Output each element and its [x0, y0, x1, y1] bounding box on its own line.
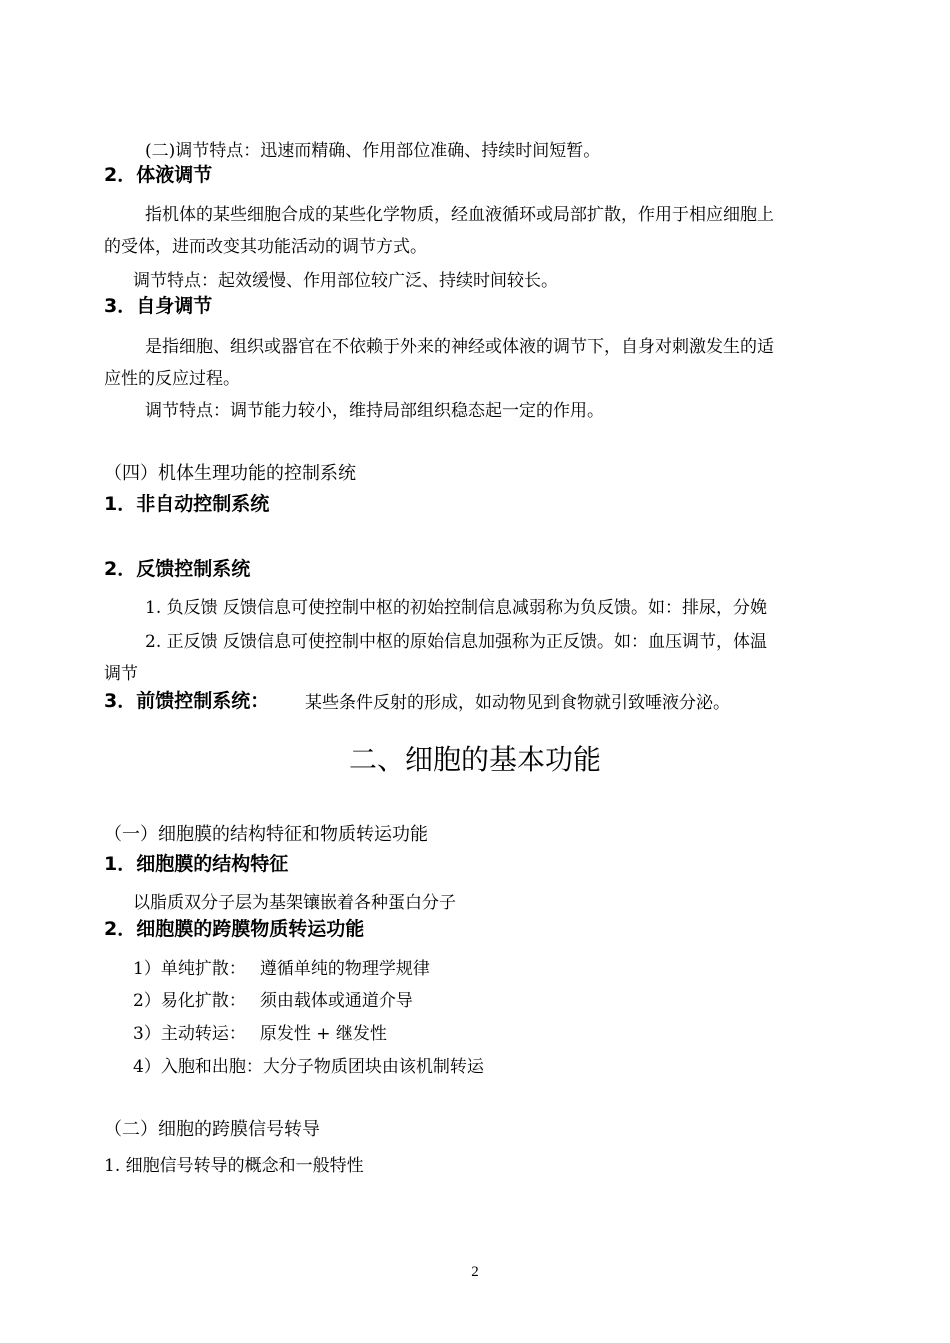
autoregulation-features: 调节特点：调节能力较小，维持局部组织稳态起一定的作用。 — [145, 401, 604, 421]
feedforward-description: 某些条件反射的形成，如动物见到食物就引致唾液分泌。 — [305, 693, 730, 713]
transport-item-4: 4）入胞和出胞：大分子物质团块由该机制转运 — [133, 1057, 484, 1077]
transport-item-1-label: 1）单纯扩散： — [133, 959, 246, 979]
autoregulation-definition-line1: 是指细胞、组织或器官在不依赖于外来的神经或体液的调节下，自身对刺激发生的适 — [145, 337, 774, 357]
heading-feedback-control: 2．反馈控制系统 — [104, 558, 251, 580]
membrane-structure-text: 以脂质双分子层为基架镶嵌着各种蛋白分子 — [133, 893, 456, 913]
heading-humoral-regulation: 2．体液调节 — [104, 164, 213, 186]
transport-item-1 — [133, 958, 430, 980]
transport-item-3 — [133, 1023, 387, 1045]
transport-item-2 — [133, 990, 413, 1012]
heading-feedforward-control: 3．前馈控制系统： — [104, 690, 270, 712]
page-number: 2 — [471, 1264, 479, 1280]
section-signal-transduction: （二）细胞的跨膜信号转导 — [104, 1119, 320, 1140]
negative-feedback: 1. 负反馈 反馈信息可使控制中枢的初始控制信息减弱称为负反馈。如：排尿，分娩 — [145, 598, 768, 618]
humoral-definition-line1: 指机体的某些细胞合成的某些化学物质，经血液循环或局部扩散，作用于相应细胞上 — [145, 205, 774, 225]
heading-autoregulation: 3．自身调节 — [104, 295, 213, 317]
humoral-features: 调节特点：起效缓慢、作用部位较广泛、持续时间较长。 — [133, 271, 558, 291]
transport-item-3-text: 原发性 + 继发性 — [259, 1024, 387, 1044]
transport-item-1-text: 遵循单纯的物理学规律 — [259, 959, 430, 979]
neural-regulation-features: (二)调节特点：迅速而精确、作用部位准确、持续时间短暂。 — [145, 141, 601, 161]
positive-feedback-line2: 调节 — [104, 664, 138, 684]
autoregulation-definition-line2: 应性的反应过程。 — [104, 369, 240, 389]
humoral-definition-line2: 的受体，进而改变其功能活动的调节方式。 — [104, 237, 427, 257]
transport-item-2-text: 须由载体或通道介导 — [259, 991, 413, 1011]
heading-membrane-structure: 1．细胞膜的结构特征 — [104, 853, 289, 875]
transport-item-2-label: 2）易化扩散： — [133, 991, 246, 1011]
signal-transduction-item-1: 1. 细胞信号转导的概念和一般特性 — [104, 1156, 364, 1176]
section-cell-membrane: （一）细胞膜的结构特征和物质转运功能 — [104, 824, 428, 845]
heading-membrane-transport: 2．细胞膜的跨膜物质转运功能 — [104, 918, 365, 940]
section-control-systems: （四）机体生理功能的控制系统 — [104, 463, 356, 484]
chapter-title: 二、细胞的基本功能 — [348, 743, 601, 776]
heading-non-automatic-control: 1．非自动控制系统 — [104, 493, 270, 515]
transport-item-3-label: 3）主动转运： — [133, 1024, 246, 1044]
positive-feedback-line1: 2. 正反馈 反馈信息可使控制中枢的原始信息加强称为正反馈。如：血压调节，体温 — [145, 632, 768, 652]
